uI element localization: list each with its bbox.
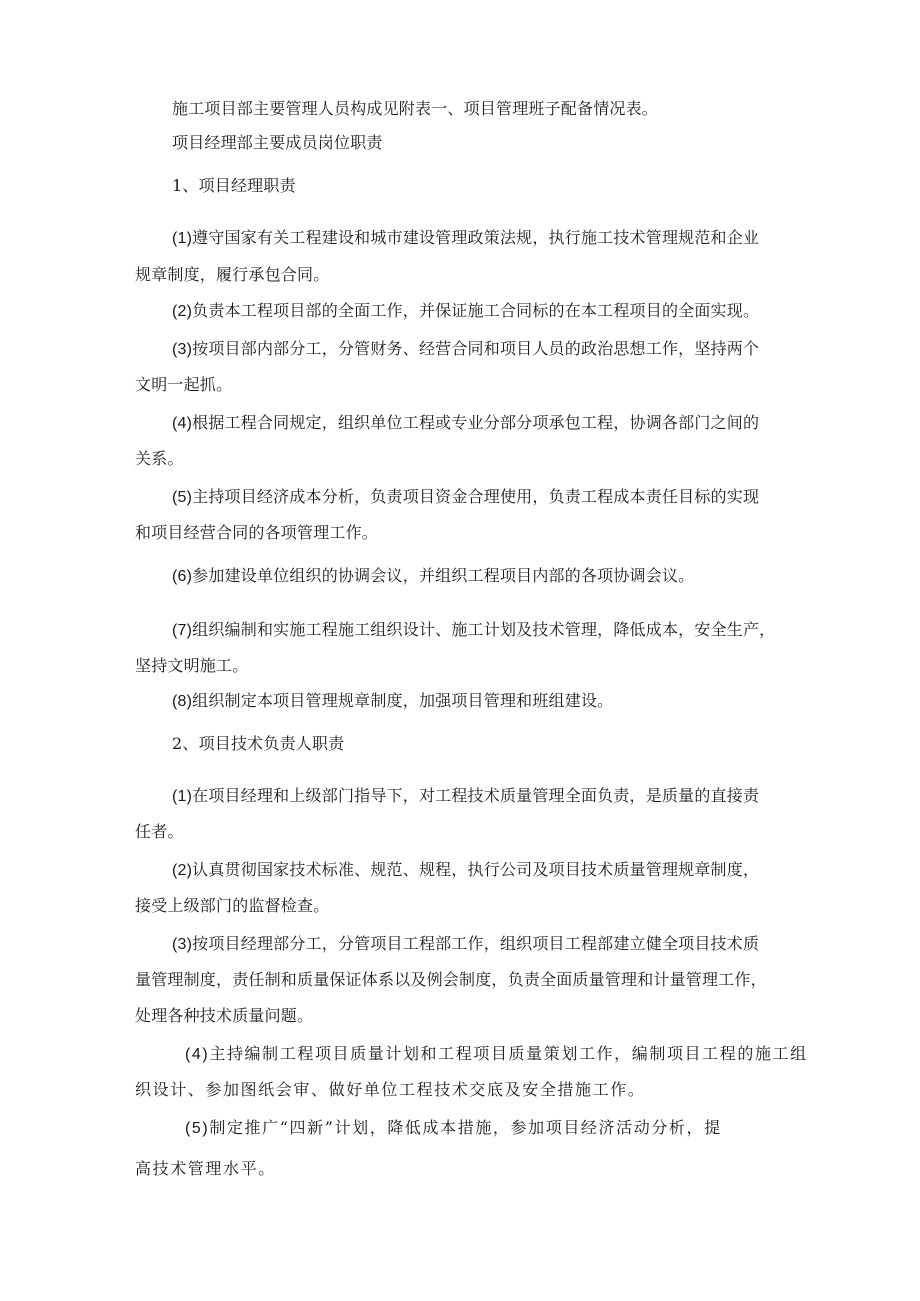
item-text-cont: 织设计、参加图纸会审、做好单位工程技术交底及安全措施工作。 bbox=[135, 1080, 646, 1099]
s1-item-4 bbox=[172, 412, 759, 434]
item-text: 主持项目经济成本分析，负责项目资金合理使用，负责工程成本责任目标的实现 bbox=[192, 487, 760, 506]
item-text: 按项目经理部分工，分管项目工程部工作，组织项目工程部建立健全项目技术质 bbox=[192, 934, 760, 953]
s2-item-2 bbox=[172, 859, 759, 881]
item-number: (3) bbox=[172, 341, 193, 358]
item-text: 主持编制工程项目质量计划和工程项目质量策划工作，编制项目工程的施工组 bbox=[209, 1044, 808, 1063]
item-number: (7) bbox=[172, 622, 193, 639]
s2-item-4 bbox=[185, 1043, 808, 1065]
item-text: 按项目部内部分工，分管财务、经营合同和项目人员的政治思想工作，坚持两个 bbox=[192, 339, 760, 358]
item-text: 制定推广“四新”计划，降低成本措施，参加项目经济活动分析，提 bbox=[209, 1118, 722, 1137]
item-number: (4) bbox=[185, 1046, 210, 1063]
s2-item-4-cont bbox=[135, 1079, 645, 1101]
s1-item-5-cont bbox=[135, 522, 378, 544]
item-text-cont: 高技术管理水平。 bbox=[135, 1159, 276, 1178]
intro-line-1: 施工项目部主要管理人员构成见附表一、项目管理班子配备情况表。 bbox=[172, 99, 659, 118]
s1-item-5 bbox=[172, 486, 759, 508]
item-text-cont: 规章制度，履行承包合同。 bbox=[135, 265, 330, 284]
s1-item-2 bbox=[172, 300, 759, 322]
s2-item-3-cont bbox=[135, 969, 767, 1027]
s1-item-7-cont bbox=[135, 655, 248, 677]
item-text-cont: 量管理制度，责任制和质量保证体系以及例会制度，负责全面质量管理和计量管理工作， bbox=[135, 970, 767, 989]
item-number: (3) bbox=[172, 936, 193, 953]
s2-item-5-cont bbox=[135, 1158, 276, 1180]
item-number: (5) bbox=[172, 489, 193, 506]
item-text: 组织制定本项目管理规章制度，加强项目管理和班组建设。 bbox=[192, 691, 614, 710]
section-2-heading: 2、项目技术负责人职责 bbox=[172, 734, 345, 753]
s1-item-3-cont bbox=[135, 374, 232, 396]
section-1-heading: 1、项目经理职责 bbox=[172, 176, 296, 195]
s1-item-1-cont bbox=[135, 264, 329, 286]
item-text-cont: 接受上级部门的监督检查。 bbox=[135, 896, 330, 915]
item-number: (6) bbox=[172, 568, 193, 585]
item-number: (4) bbox=[172, 415, 193, 432]
item-text: 负责本工程项目部的全面工作，并保证施工合同标的在本工程项目的全面实现。 bbox=[192, 301, 760, 320]
item-text: 根据工程合同规定，组织单位工程或专业分部分项承包工程，协调各部门之间的 bbox=[192, 413, 760, 432]
item-number: (5) bbox=[185, 1120, 210, 1137]
item-text-cont: 关系。 bbox=[135, 449, 184, 468]
item-text: 参加建设单位组织的协调会议，并组织工程项目内部的各项协调会议。 bbox=[192, 566, 695, 585]
s1-item-8 bbox=[172, 690, 613, 712]
s1-item-1 bbox=[172, 227, 759, 249]
s2-item-3 bbox=[172, 933, 759, 955]
item-number: (1) bbox=[172, 788, 193, 805]
item-number: (2) bbox=[172, 862, 193, 879]
item-text: 在项目经理和上级部门指导下，对工程技术质量管理全面负责，是质量的直接责 bbox=[192, 786, 760, 805]
item-text-cont: 和项目经营合同的各项管理工作。 bbox=[135, 523, 379, 542]
s2-item-1-cont bbox=[135, 821, 184, 843]
item-number: (1) bbox=[172, 230, 193, 247]
item-text-cont: 文明一起抓。 bbox=[135, 375, 233, 394]
item-text: 认真贯彻国家技术标准、规范、规程，执行公司及项目技术质量管理规章制度， bbox=[192, 860, 760, 879]
intro-line-2: 项目经理部主要成员岗位职责 bbox=[172, 133, 383, 152]
s2-item-1 bbox=[172, 785, 759, 807]
item-number: (8) bbox=[172, 693, 193, 710]
s2-item-2-cont bbox=[135, 895, 329, 917]
s1-item-4-cont bbox=[135, 448, 184, 470]
item-text-cont: 处理各种技术质量问题。 bbox=[135, 1006, 314, 1025]
s1-item-3 bbox=[172, 338, 759, 360]
item-text: 遵守国家有关工程建设和城市建设管理政策法规，执行施工技术管理规范和企业 bbox=[192, 228, 760, 247]
s2-item-5 bbox=[185, 1117, 722, 1139]
s1-item-6 bbox=[172, 565, 694, 587]
item-text-cont: 任者。 bbox=[135, 822, 184, 841]
item-number: (2) bbox=[172, 303, 193, 320]
item-text-cont: 坚持文明施工。 bbox=[135, 656, 249, 675]
s1-item-7 bbox=[172, 619, 775, 641]
item-text: 组织编制和实施工程施工组织设计、施工计划及技术管理，降低成本，安全生产， bbox=[192, 620, 776, 639]
